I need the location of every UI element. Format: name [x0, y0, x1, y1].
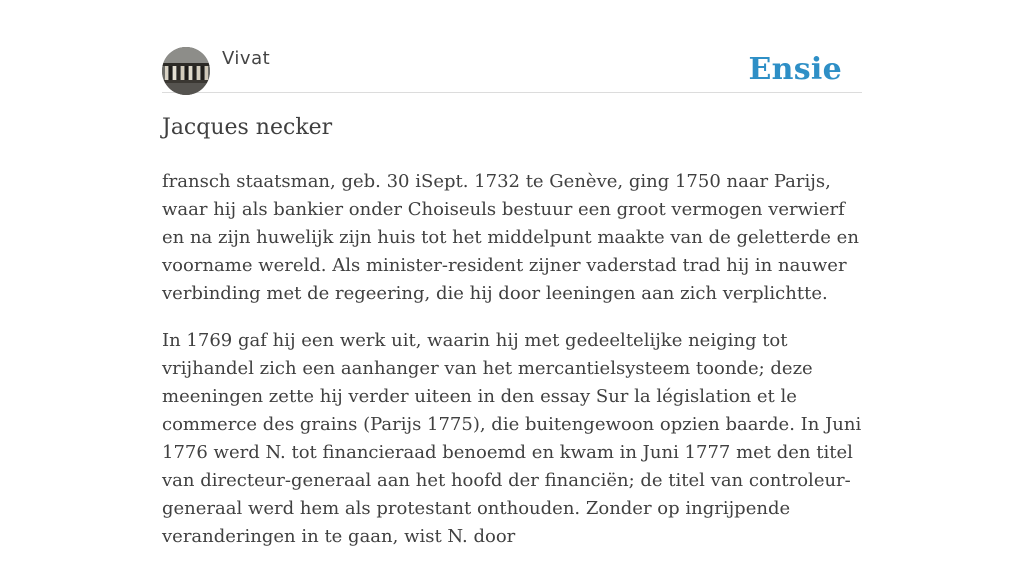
brand-logo[interactable]: Ensie — [748, 52, 842, 87]
site-header — [162, 46, 862, 93]
author-name[interactable]: Vivat — [222, 48, 271, 69]
author-avatar[interactable] — [162, 47, 210, 95]
article-title: Jacques necker — [162, 115, 333, 140]
article-paragraph: In 1769 gaf hij een werk uit, waarin hij met gedeeltelijke neiging tot vrijhandel zich een aanhanger van het mercantielsysteem toonde; deze meeningen zette hij verder uiteen in den essay Sur la législation et le commerce des grains (Parijs 1775), die buitengewoon opzien baarde. In Juni 1776 werd N. tot financieraad benoemd en kwam in Juni 1777 met den titel van directeur-generaal aan het hoofd der financiën; de titel van controleur-generaal werd hem als protestant onthouden. Zonder op ingrijpende veranderingen in te gaan, wist N. door — [162, 330, 862, 547]
article-body — [162, 168, 862, 570]
books-avatar-icon — [162, 47, 210, 95]
article-paragraph: fransch staatsman, geb. 30 iSept. 1732 te Genève, ging 1750 naar Parijs, waar hij als bankier onder Choiseuls bestuur een groot vermogen verwierf en na zijn huwelijk zijn huis tot het middelpunt maakte van de geletterde en voorname wereld. Als minister-resident zijner vaderstad trad hij in nauwer verbinding met de regeering, die hij door leeningen aan zich verplichtte. — [162, 171, 859, 304]
